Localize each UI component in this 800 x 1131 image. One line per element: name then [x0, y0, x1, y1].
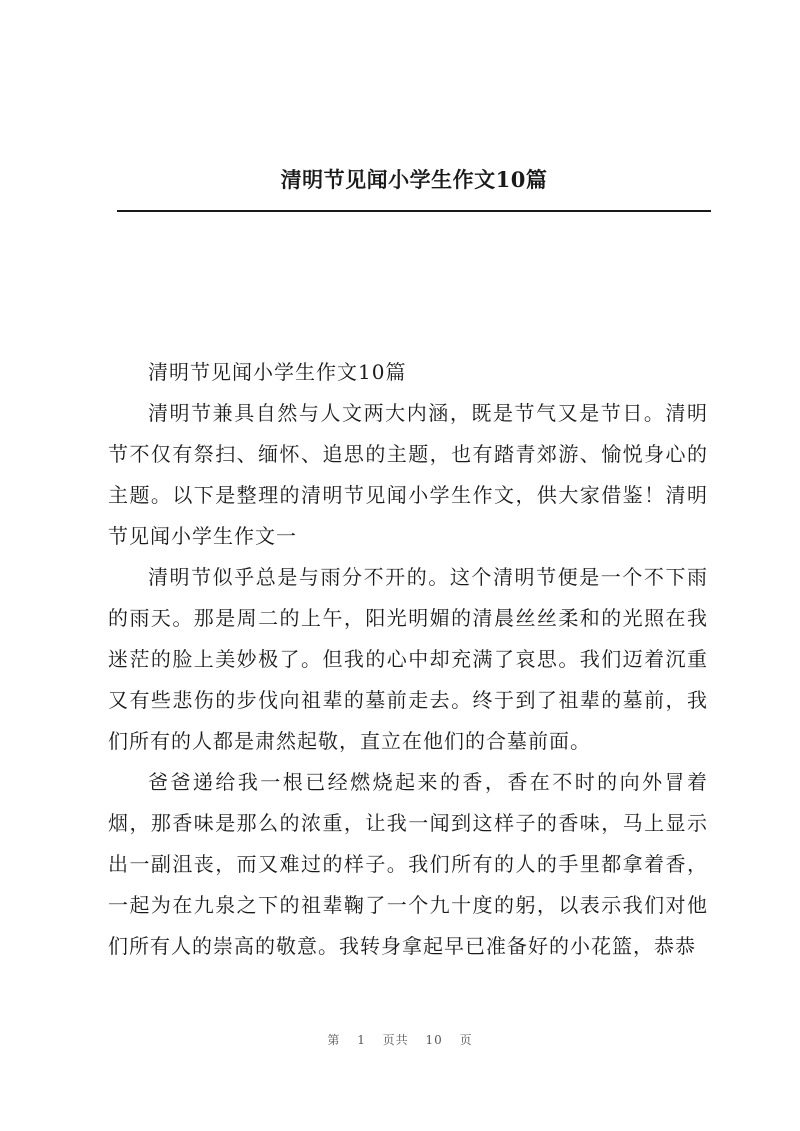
document-title: 清明节见闻小学生作文10篇 — [280, 167, 548, 192]
page-header — [117, 160, 711, 214]
document-body — [108, 352, 708, 967]
body-paragraph-3: 爸爸递给我一根已经燃烧起来的香，香在不时的向外冒着烟，那香味是那么的浓重，让我一闻到这样子的香味，马上显示出一副沮丧，而又难过的样子。我们所有的人的手里都拿着香，一起为在九泉之下的祖辈鞠了一个九十度的躬，以表示我们对他们所有人的崇高的敬意。我转身拿起早已准备好的小花篮，恭恭 — [108, 770, 708, 958]
footer-label-di: 第 — [327, 1033, 341, 1047]
body-paragraph-heading: 清明节见闻小学生作文10篇 — [148, 360, 407, 384]
body-paragraph-2: 清明节似乎总是与雨分不开的。这个清明节便是一个不下雨的雨天。那是周二的上午，阳光明媚的清晨丝丝柔和的光照在我迷茫的脸上美妙极了。但我的心中却充满了哀思。我们迈着沉重又有些悲伤的步伐向祖辈的墓前走去。终于到了祖辈的墓前，我们所有的人都是肃然起敬，直立在他们的合墓前面。 — [108, 565, 708, 753]
page-footer — [0, 1030, 800, 1050]
footer-label-ye-gong: 页共 — [382, 1033, 409, 1047]
body-paragraph-intro: 清明节兼具自然与人文两大内涵，既是节气又是节日。清明节不仅有祭扫、缅怀、追思的主题，也有踏青郊游、愉悦身心的主题。以下是整理的清明节见闻小学生作文，供大家借鉴！清明节见闻小学生作文一 — [108, 401, 708, 548]
footer-label-ye: 页 — [459, 1033, 473, 1047]
header-divider — [117, 210, 711, 212]
footer-page-current: 1 — [357, 1033, 366, 1047]
footer-page-total: 10 — [425, 1033, 443, 1047]
